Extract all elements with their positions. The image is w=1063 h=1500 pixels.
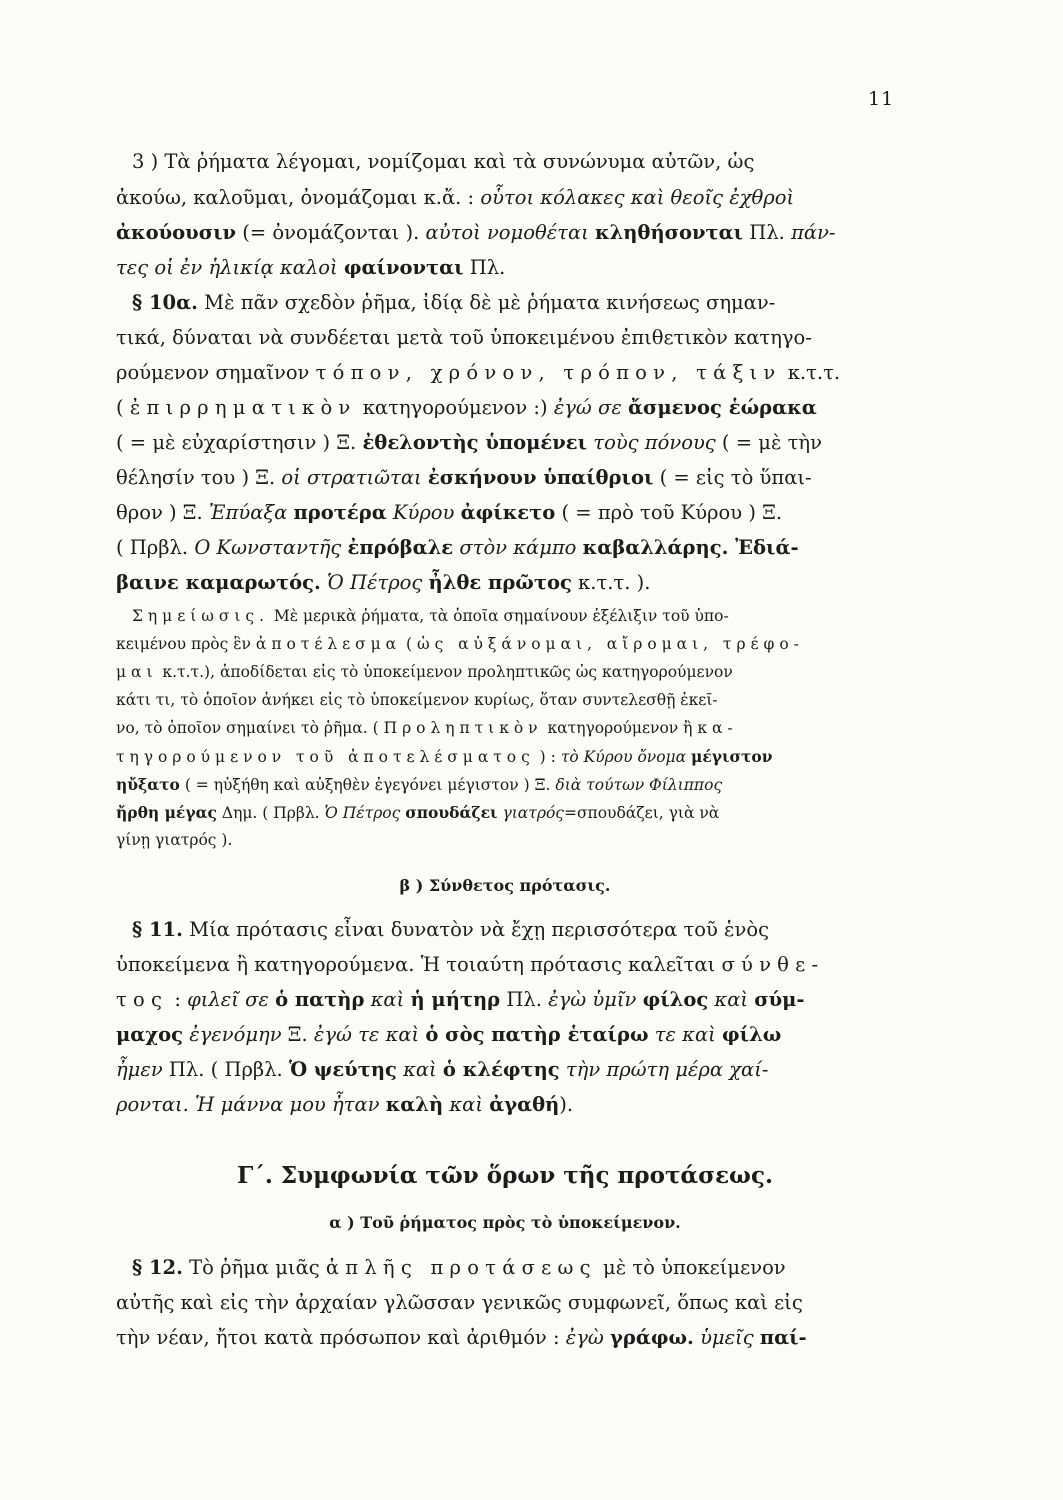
text-span: ἁπλῆς προτάσεως [325,1256,597,1279]
text-span: Μία πρότασις εἶναι δυνατὸν νὰ ἔχῃ περισσότερα τοῦ ἑνὸς [182,918,770,941]
text-span: ὁ πατὴρ [275,988,365,1011]
text-span: φιλεῖ σε [187,988,269,1011]
text-span: οἱ στρατιῶται [281,466,422,489]
text-span: =σπουδάζει, γιὰ νὰ [563,804,720,822]
text-line [116,322,894,354]
text-span: κάτι τι, τὸ ὁποῖον ἀνήκει εἰς τὸ ὑποκείμενον κυρίως, ὅταν συντελεσθῇ ἐκεῖ- [116,691,718,709]
text-span: Ὁ Πέτρος [327,571,423,594]
text-line [116,427,894,459]
text-span: Δημ. ( Πρβλ. [216,804,325,822]
text-line [116,659,894,686]
text-span: πάν- [791,221,836,244]
text-span: μέγιστον [691,747,773,766]
text-span: τόπον, χρόνον, τρόπον, τάξιν [315,361,782,384]
text-span: ἦμεν [116,1058,163,1081]
text-span: Ὁ Πέτρος [324,804,401,822]
text-span: προτέρα [293,501,387,524]
text-span: βαινε καμαρωτός. [116,571,321,594]
text-span: νο, τὸ ὁποῖον σημαίνει τὸ ῥῆμα. ( [116,719,384,737]
text-span: ἐγὼ ὑμῖν [548,988,637,1011]
text-span: Πλ. [743,221,792,244]
text-span: Ἐπύαξα [208,501,288,524]
text-span: ὑποκείμενα ἢ κατηγορούμενα. Ἡ τοιαύτη πρότασις καλεῖται [116,953,722,976]
text-span: φαίνονται [343,256,464,279]
text-line [116,497,894,529]
text-span: ( [401,635,417,653]
text-span: τηγορούμενον τοῦ ἀποτελέσματος [116,748,535,766]
text-span: Πλ. [500,988,549,1011]
text-span: τὴν πρώτη μέρα χαί- [565,1058,769,1081]
text-span: σπουδάζει [405,803,498,822]
text-span: Μὲ πᾶν σχεδὸν ῥῆμα, ἰδίᾳ δὲ μὲ ῥήματα κινήσεως σημαν- [197,291,776,314]
text-span: γιατρός [502,804,564,822]
text-span: γίνῃ γιατρός ). [116,831,233,849]
text-line [116,252,894,284]
text-span: ἡ μήτηρ [410,988,501,1011]
text-span: Γ΄. Συμφωνία τῶν ὅρων τῆς προτάσεως. [237,1162,773,1189]
text-span: κ.τ.τ. ). [571,571,651,594]
text-span: ἐσκήνουν ὑπαίθριοι [427,466,654,489]
text-span: φίλω [722,1023,782,1046]
text-span: καὶ [370,988,405,1011]
text-span: ἐγὼ [565,1326,604,1349]
text-span: τοὺς πόνους [593,431,716,454]
text-span: ρούμενον σημαῖνον [116,361,316,384]
text-span: οὗτοι κόλακες καὶ θεοῖς ἐχθροὶ [480,186,795,209]
section-heading [116,1207,894,1239]
text-line [116,462,894,494]
text-span: ἐπρόβαλε [347,536,454,559]
text-span: : [168,988,188,1011]
text-span: αὐτῆς καὶ εἰς τὴν ἀρχαίαν γλῶσσαν γενικῶς συμφωνεῖ, ὅπως καὶ εἰς [116,1291,803,1314]
text-span: ἀκούουσιν [116,221,237,244]
text-span: καλὴ [385,1093,444,1116]
text-span: ἄσμενος ἑώρακα [628,396,817,419]
section-heading [116,870,894,902]
text-span: Ξ. [281,1023,314,1046]
text-span: τὴν νέαν, ἤτοι κατὰ πρόσωπον καὶ ἀριθμόν : [116,1326,566,1349]
text-span: ( = πρὸ τοῦ Κύρου ) Ξ. [555,501,783,524]
text-span: § 12. [132,1256,183,1279]
text-span: διὰ τούτων Φίλιππος [555,776,723,794]
text-span: Κύρου [392,501,455,524]
text-span: β ) Σύνθετος πρότασις. [399,876,611,895]
text-span: ( = ηὐξήθη καὶ αὐξηθὲν ἐγεγόνει μέγιστον ) Ξ. [179,776,556,794]
text-line [116,949,894,981]
section-heading [116,1160,894,1192]
text-span: κ.τ.τ.), ἀποδίδεται εἰς τὸ ὑποκείμενον προληπτικῶς ὡς κατηγορούμενον [157,663,733,681]
text-line [116,1287,894,1319]
text-line [116,392,894,424]
text-span: θέλησίν του ) Ξ. [116,466,282,489]
text-span: ( Πρβλ. [116,536,195,559]
text-span: ἤρθη μέγας [116,803,217,822]
text-span: σύμ- [754,988,805,1011]
text-span: ἀκούω, καλοῦμαι, ὀνομάζομαι κ.ἄ. : [116,186,481,209]
text-span: παί- [759,1326,807,1349]
text-line [132,287,894,319]
text-line [116,715,894,742]
text-span: ηὔξατο [116,775,180,794]
text-span: θρον ) Ξ. [116,501,209,524]
text-span: μαχος [116,1023,183,1046]
text-line [116,1089,894,1121]
text-span: α ) Τοῦ ῥήματος πρὸς τὸ ὑποκείμενον. [329,1213,681,1232]
text-span: ὁ σὸς πατὴρ ἑταίρω [425,1023,649,1046]
text-line [116,984,894,1016]
page-number: 11 [868,88,895,110]
text-span: 3 ) Τὰ ῥήματα λέγομαι, νομίζομαι καὶ τὰ συνώνυμα αὐτῶν, ὡς [132,150,755,173]
text-line [116,1322,894,1354]
text-span: τὸ Κύρου ὄνομα [560,748,687,766]
text-span: ( = μὲ τὴν [715,431,822,454]
text-line [116,631,894,658]
text-span: κατηγορούμενον :) [356,396,554,419]
text-span: κ.τ.τ. [781,361,841,384]
text-span: ἐθελοντὴς ὑπομένει [362,431,588,454]
text-line [116,357,894,389]
text-line [116,182,894,214]
text-span: ( [116,396,130,419]
text-span: ( = εἰς τὸ ὕπαι- [653,466,812,489]
text-span: (= ὀνομάζονται ). [236,221,426,244]
text-span: μὲ τὸ ὑποκείμενον [596,1256,786,1279]
text-span: ἐγώ τε καὶ [313,1023,420,1046]
text-span: ( = μὲ εὐχαρίστησιν ) Ξ. [116,431,363,454]
text-span: κληθήσονται [594,221,744,244]
text-span: κα- [697,719,738,737]
text-span: § 10α. [132,291,198,314]
text-span: Πλ. ( Πρβλ. [162,1058,289,1081]
text-span: Σημείωσις. [132,607,269,625]
text-span: καβαλλάρης. Ἐδιά- [582,536,799,559]
text-span: § 11. [132,918,183,941]
text-span: ἐγενόμην [189,1023,282,1046]
text-span: Προληπτικὸν [383,719,543,737]
text-span: φίλος [642,988,709,1011]
text-line [116,771,894,798]
text-span: κειμένου πρὸς ἓν [116,635,256,653]
text-line [116,567,894,599]
text-span: καὶ [449,1093,483,1116]
text-line [116,1054,894,1086]
text-line [116,532,894,564]
text-line [132,914,894,946]
text-span: ). [559,1093,574,1116]
text-span: τε καὶ [654,1023,716,1046]
text-span: γράφω. [610,1326,694,1349]
text-span: στὸν κάμπο [459,536,577,559]
text-span: Τὸ ῥῆμα μιᾶς [182,1256,326,1279]
text-line [116,687,894,714]
text-span: ἐγώ σε [553,396,622,419]
text-span: κατηγορούμενον ἢ [542,719,698,737]
text-span: Ὁ ψεύτης [288,1058,397,1081]
text-line [116,1019,894,1051]
text-span: ὑμεῖς [700,1326,754,1349]
text-line [132,146,894,178]
text-span: ἀγαθή [489,1093,560,1116]
text-span: ἐπιρρηματικὸν [129,396,357,419]
text-span: ἀποτέλεσμα [255,635,402,653]
text-line [132,1252,894,1284]
text-span: ὁ κλέφτης [442,1058,560,1081]
text-line [116,743,894,770]
text-span: αὐτοὶ νομοθέται [425,221,589,244]
text-span: Ο Κωνσταντῆς [194,536,342,559]
text-span: καὶ [714,988,749,1011]
text-span: ρονται. Ἡ μάννα μου ἦταν [116,1093,380,1116]
text-line [116,827,894,854]
text-span: τος [116,988,169,1011]
text-line [116,799,894,826]
text-span: σύνθε- [721,953,825,976]
text-span: ) : [534,748,561,766]
text-span: καὶ [403,1058,437,1081]
text-line [132,603,894,630]
text-span: ἦλθε πρῶτος [428,571,572,594]
text-span: τες οἱ ἐν ἡλικίᾳ καλοὶ [116,256,338,279]
text-span: Μὲ μερικὰ ῥήματα, τὰ ὁποῖα σημαίνουν ἐξέλιξιν τοῦ ὑπο- [268,607,729,625]
text-line [116,217,894,249]
text-span: ἀφίκετο [460,501,556,524]
text-span: μαι [116,663,158,681]
text-span: τικά, δύναται νὰ συνδέεται μετὰ τοῦ ὑποκειμένου ἐπιθετικὸν κατηγο- [116,326,812,349]
text-span: Πλ. [463,256,506,279]
text-span: ὡς αὐξάνομαι, αἴρομαι, τρέφο- [417,635,804,653]
